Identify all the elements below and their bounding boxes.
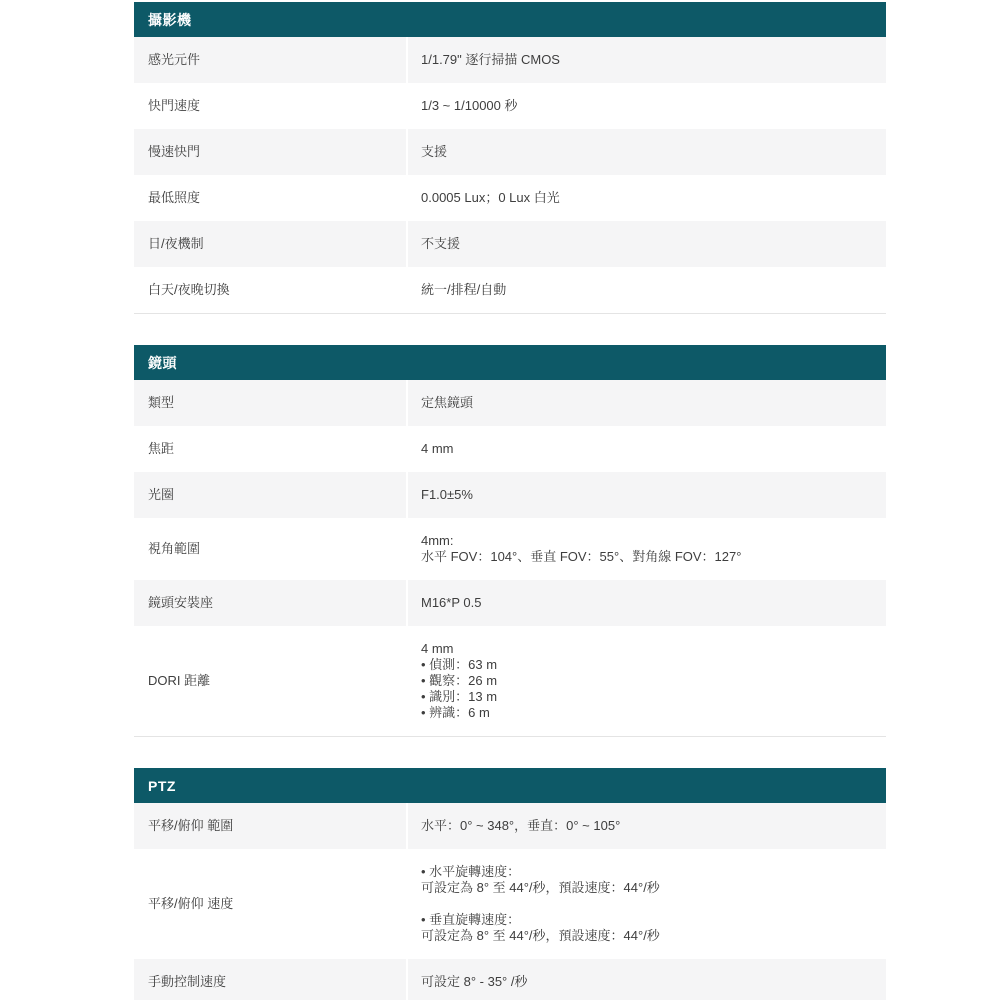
- spec-value: [406, 580, 886, 626]
- spec-value-line: 4 mm: [421, 441, 454, 456]
- spec-label: 慢速快門: [148, 144, 201, 159]
- spec-label: 最低照度: [148, 190, 201, 205]
- spec-value: [406, 175, 886, 221]
- spec-row: [134, 267, 886, 314]
- spec-row: [134, 37, 886, 83]
- spec-label: 平移/俯仰 速度: [148, 896, 234, 911]
- section-rows: [134, 380, 886, 737]
- spec-value-line: 可設定 8° - 35° /秒: [421, 974, 528, 989]
- spec-section: [134, 768, 886, 1000]
- spec-value-line: 統一/排程/自動: [421, 282, 507, 297]
- spec-label: 手動控制速度: [148, 974, 227, 989]
- spec-value: [406, 426, 886, 472]
- spec-label: DORI 距離: [148, 673, 211, 688]
- spec-value: [406, 518, 886, 580]
- spec-value-line: 支援: [421, 144, 448, 159]
- spec-value: [406, 849, 886, 959]
- spec-value-line: F1.0±5%: [421, 487, 473, 502]
- spec-value-line: 可設定為 8° 至 44°/秒，預設速度：44°/秒: [421, 880, 660, 895]
- spec-section: [134, 2, 886, 314]
- spec-label: 日/夜機制: [148, 236, 204, 251]
- spec-label: 感光元件: [148, 52, 201, 67]
- spec-value-line: 4 mm: [421, 641, 454, 656]
- spec-row: [134, 129, 886, 175]
- spec-value-line: • 觀察：26 m: [421, 673, 498, 688]
- section-header: [134, 345, 886, 380]
- spec-label: 焦距: [148, 441, 175, 456]
- spec-label: 平移/俯仰 範圍: [148, 818, 234, 833]
- spec-value: [406, 267, 886, 313]
- spec-label: 類型: [148, 395, 175, 410]
- spec-value-line: • 識別：13 m: [421, 689, 498, 704]
- spec-row: [134, 175, 886, 221]
- spec-row: [134, 472, 886, 518]
- spec-value: [406, 472, 886, 518]
- section-title: PTZ: [148, 777, 176, 794]
- spec-row: [134, 803, 886, 849]
- spec-value: [406, 959, 886, 1000]
- spec-tables: [134, 2, 1000, 1000]
- spec-value-line: • 水平旋轉速度：: [421, 864, 521, 879]
- spec-value: [406, 221, 886, 267]
- spec-label: 白天/夜晚切換: [148, 282, 230, 297]
- spec-value: [406, 626, 886, 736]
- spec-value-line: 水平 FOV：104°、垂直 FOV：55°、對角線 FOV：127°: [421, 549, 742, 564]
- spec-value-line: 1/3 ~ 1/10000 秒: [421, 98, 518, 113]
- spec-value-line: 水平：0° ~ 348°，垂直：0° ~ 105°: [421, 818, 621, 833]
- spec-value: [406, 803, 886, 849]
- spec-row: [134, 380, 886, 426]
- spec-row: [134, 83, 886, 129]
- spec-value-line: • 辨識：6 m: [421, 705, 490, 720]
- spec-value-line: 可設定為 8° 至 44°/秒，預設速度：44°/秒: [421, 928, 660, 943]
- section-header: [134, 768, 886, 803]
- section-rows: [134, 803, 886, 1000]
- spec-value-line: 1/1.79" 逐行掃描 CMOS: [421, 52, 560, 67]
- spec-row: [134, 626, 886, 737]
- spec-value: [406, 380, 886, 426]
- spec-value-line: [421, 896, 872, 912]
- spec-value-line: 定焦鏡頭: [421, 395, 474, 410]
- spec-value-line: 4mm:: [421, 533, 454, 548]
- spec-section: [134, 345, 886, 737]
- spec-label: 快門速度: [148, 98, 201, 113]
- spec-value-line: M16*P 0.5: [421, 595, 482, 610]
- spec-label: 鏡頭安裝座: [148, 595, 214, 610]
- spec-value: [406, 129, 886, 175]
- spec-value-line: • 偵測：63 m: [421, 657, 498, 672]
- spec-value: [406, 83, 886, 129]
- spec-value-line: 0.0005 Lux；0 Lux 白光: [421, 190, 560, 205]
- spec-row: [134, 221, 886, 267]
- spec-value-line: • 垂直旋轉速度：: [421, 912, 521, 927]
- spec-value: [406, 37, 886, 83]
- section-title: 攝影機: [148, 11, 192, 28]
- spec-row: [134, 426, 886, 472]
- section-title: 鏡頭: [148, 354, 177, 371]
- spec-row: [134, 518, 886, 580]
- spec-row: [134, 849, 886, 959]
- section-rows: [134, 37, 886, 314]
- spec-label: 視角範圍: [148, 541, 201, 556]
- spec-row: [134, 580, 886, 626]
- spec-value-line: 不支援: [421, 236, 461, 251]
- spec-row: [134, 959, 886, 1000]
- section-header: [134, 2, 886, 37]
- spec-label: 光圈: [148, 487, 175, 502]
